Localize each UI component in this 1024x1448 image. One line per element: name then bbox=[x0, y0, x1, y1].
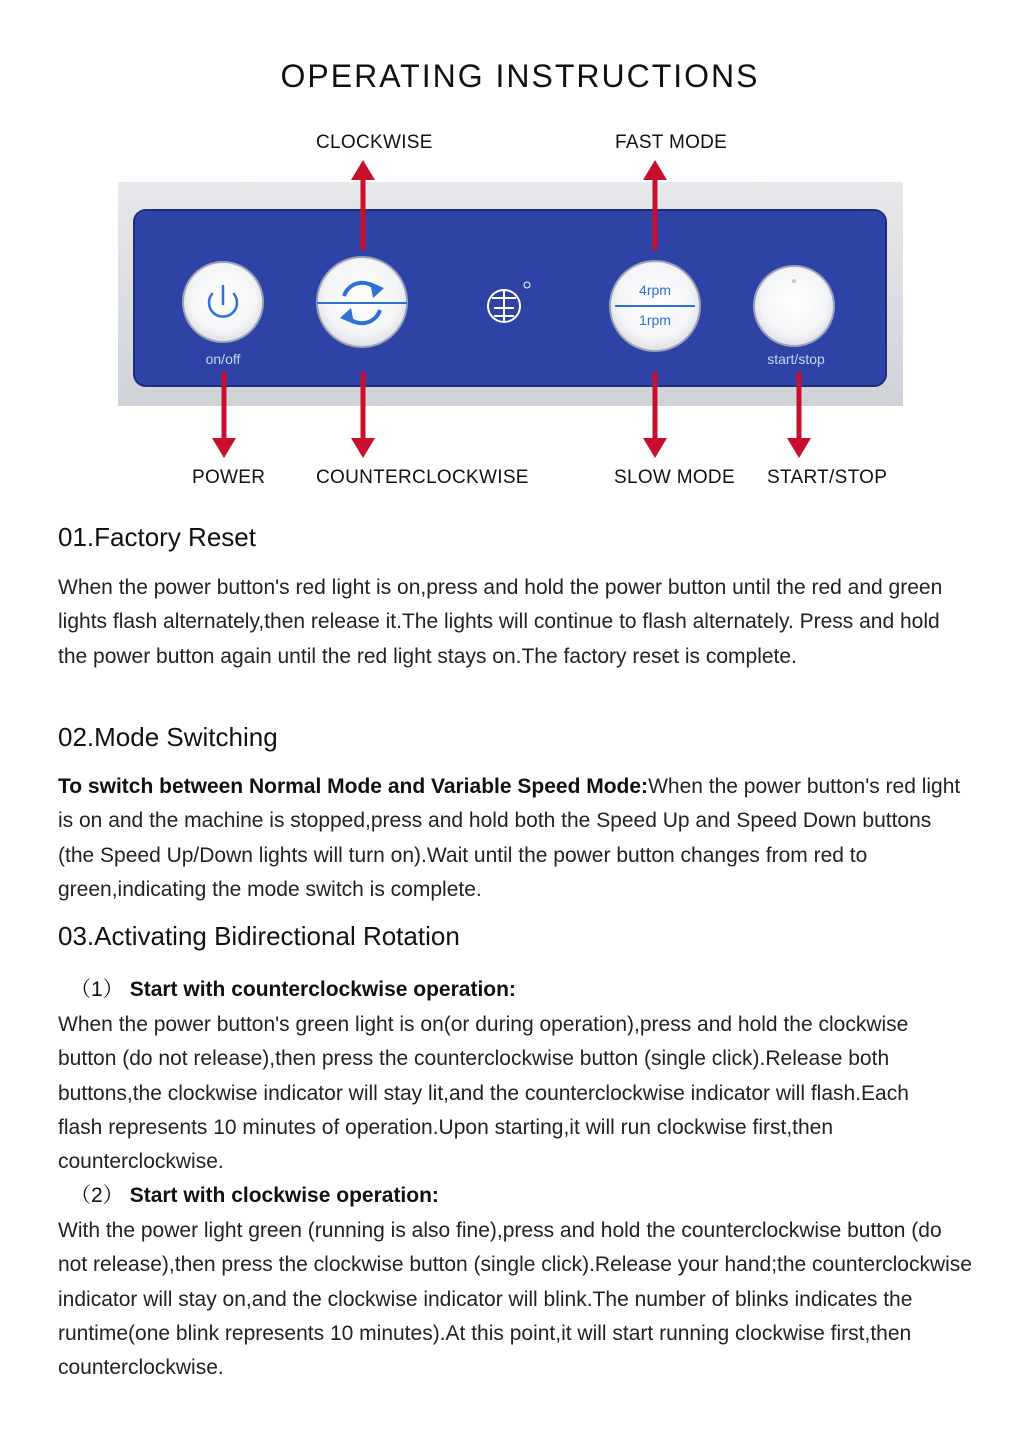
label-slow-mode: SLOW MODE bbox=[614, 467, 735, 488]
sub2-title: Start with clockwise operation: bbox=[129, 1184, 439, 1207]
arrow-down-power-icon bbox=[212, 372, 236, 458]
sub1-title: Start with counterclockwise operation: bbox=[129, 978, 516, 1001]
mode-switch-body: When the power button's red light is on and the machine is stopped,press and hold both the Speed Up and Speed Down buttons (the Speed Up/Down lights will turn on).Wait until the power button changes from red to green,indicating the mode switch is complete. bbox=[58, 775, 961, 901]
label-clockwise: CLOCKWISE bbox=[316, 132, 433, 153]
arrow-up-fast-icon bbox=[643, 160, 667, 250]
section-heading-mode-switching: 02.Mode Switching bbox=[58, 722, 278, 752]
sub2-number: （2） bbox=[70, 1184, 124, 1207]
page-title: OPERATING INSTRUCTIONS bbox=[280, 58, 760, 94]
start-stop-text: start/stop bbox=[767, 351, 825, 367]
callout-arrows bbox=[0, 0, 1024, 470]
subheading-ccw-start bbox=[70, 973, 516, 1007]
section-text-factory-reset: When the power button's red light is on,press and hold the power button until the red and green lights flash alternately,then release it.The lights will continue to flash alternately. Press and hold the power button again until the red light stays on.The factory reset is complete. bbox=[58, 576, 943, 668]
subheading-cw-start bbox=[70, 1179, 439, 1213]
section-heading-bidirectional: 03.Activating Bidirectional Rotation bbox=[58, 921, 460, 951]
arrow-up-clockwise-icon bbox=[351, 160, 375, 250]
arrow-down-start-stop-icon bbox=[787, 372, 811, 458]
section-text-cw-start: With the power light green (running is also fine),press and hold the counterclockwise button (do not release),then press the clockwise button (single click).Release your hand;the counterclockwise indicator will stay on,and the clockwise indicator will blink.The number of blinks indicates the runtime(one blink represents 10 minutes).At this point,it will start running clockwise first,then counterclockwise. bbox=[58, 1219, 972, 1380]
mode-switch-lead: To switch between Normal Mode and Variable Speed Mode: bbox=[58, 775, 649, 798]
sub1-number: （1） bbox=[70, 978, 124, 1001]
label-start-stop: START/STOP bbox=[767, 467, 888, 488]
arrow-down-slow-icon bbox=[643, 372, 667, 458]
section-heading-factory-reset: 01.Factory Reset bbox=[58, 522, 256, 552]
arrow-down-counterclockwise-icon bbox=[351, 372, 375, 458]
on-off-text: on/off bbox=[205, 351, 241, 367]
section-text-ccw-start: When the power button's green light is on(or during operation),press and hold the clockwise button (do not release),then press the counterclockwise button (single click).Release both buttons,the clockwise indicator will stay lit,and the counterclockwise indicator will flash.Each flash represents 10 minutes of operation.Upon starting,it will run clockwise first,then counterclockwise. bbox=[58, 1013, 909, 1174]
section-text-mode-switching bbox=[58, 770, 973, 907]
label-fast-mode: FAST MODE bbox=[615, 132, 728, 153]
speed-slow-text: 1rpm bbox=[639, 312, 671, 328]
label-counterclockwise: COUNTERCLOCKWISE bbox=[316, 467, 529, 488]
speed-fast-text: 4rpm bbox=[639, 282, 671, 298]
label-power: POWER bbox=[192, 467, 266, 488]
